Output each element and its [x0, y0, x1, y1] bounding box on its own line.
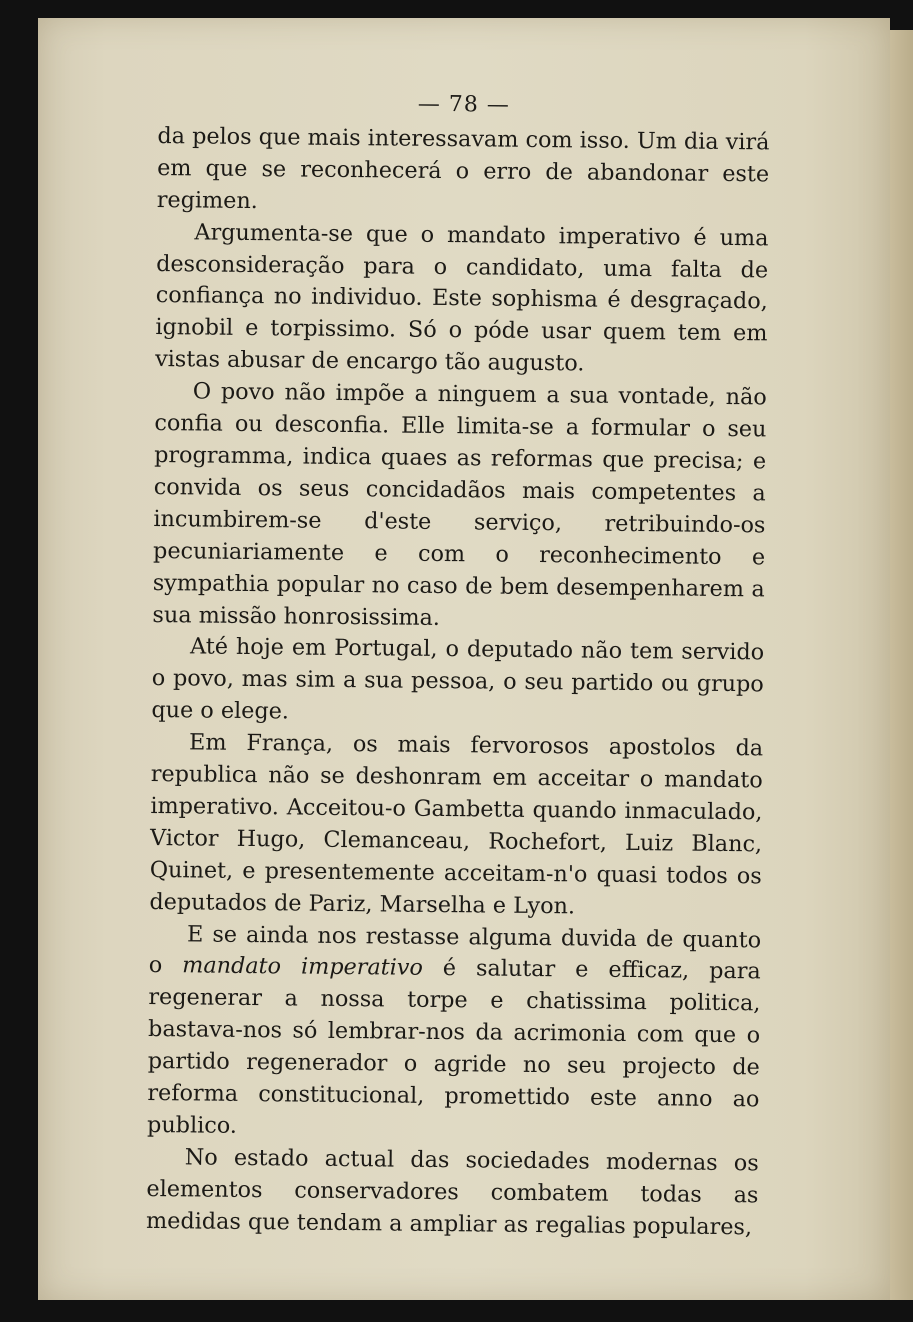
paragraph-5: Em França, os mais fervorosos apostolos da republica não se deshonram em acceitar o mandato imperativo. Acceitou-o Gambetta quando inmaculado, Victor Hugo, Clemanceau, Rochefort, Luiz Blanc, Quinet, e presentemente acceitam-n'o quasi todos os deputados de Pariz, Marselha e Lyon.: [149, 729, 764, 920]
italic-term: mandato imperativo: [182, 952, 423, 982]
paragraph-2: Argumenta-se que o mandato imperativo é uma desconsideração para o candidato, uma falta de confiança no individuo. Este sophisma é desgraçado, ignobil e torpissimo. Só o póde usar quem tem em vistas abusar de encargo tão augusto.: [155, 219, 769, 377]
paragraph-4: Até hoje em Portugal, o deputado não tem servido o povo, mas sim a sua pessoa, o seu partido ou grupo que o elege.: [151, 633, 765, 725]
paragraph-6-end: é salutar e efficaz, para regenerar a nossa torpe e chatissima politica, bastava-nos só lembrar-nos da acrimonia com que o partido regenerador o agride no seu projecto de reforma constitucional, promettido este anno ao publico.: [146, 955, 761, 1139]
paragraph-1: da pelos que mais interessavam com isso. Um dia virá em que se reconhecerá o erro de abandonar este regimen.: [156, 122, 770, 214]
paragraph-6: [147, 919, 761, 1149]
page-number: — 78 —: [417, 91, 510, 118]
paragraph-7: No estado actual das sociedades modernas os elementos conservadores combatem todas as medidas que tendam a ampliar as regalias populares,: [145, 1144, 759, 1241]
paragraph-6-start: E se ainda nos restasse alguma duvida de quanto o: [148, 920, 762, 979]
page-text: [146, 86, 770, 1244]
paragraph-3: O povo não impõe a ninguem a sua vontade, não confia ou desconfia. Elle limita-se a formular o seu programma, indica quaes as reformas que precisa; e convida os seus concidadãos mais competentes a incumbirem-se d'este serviço, retribuindo-os pecuniariamente e com o reconhecimento e sympathia popular no caso de bem desempenharem a sua missão honrosissima.: [152, 378, 767, 631]
